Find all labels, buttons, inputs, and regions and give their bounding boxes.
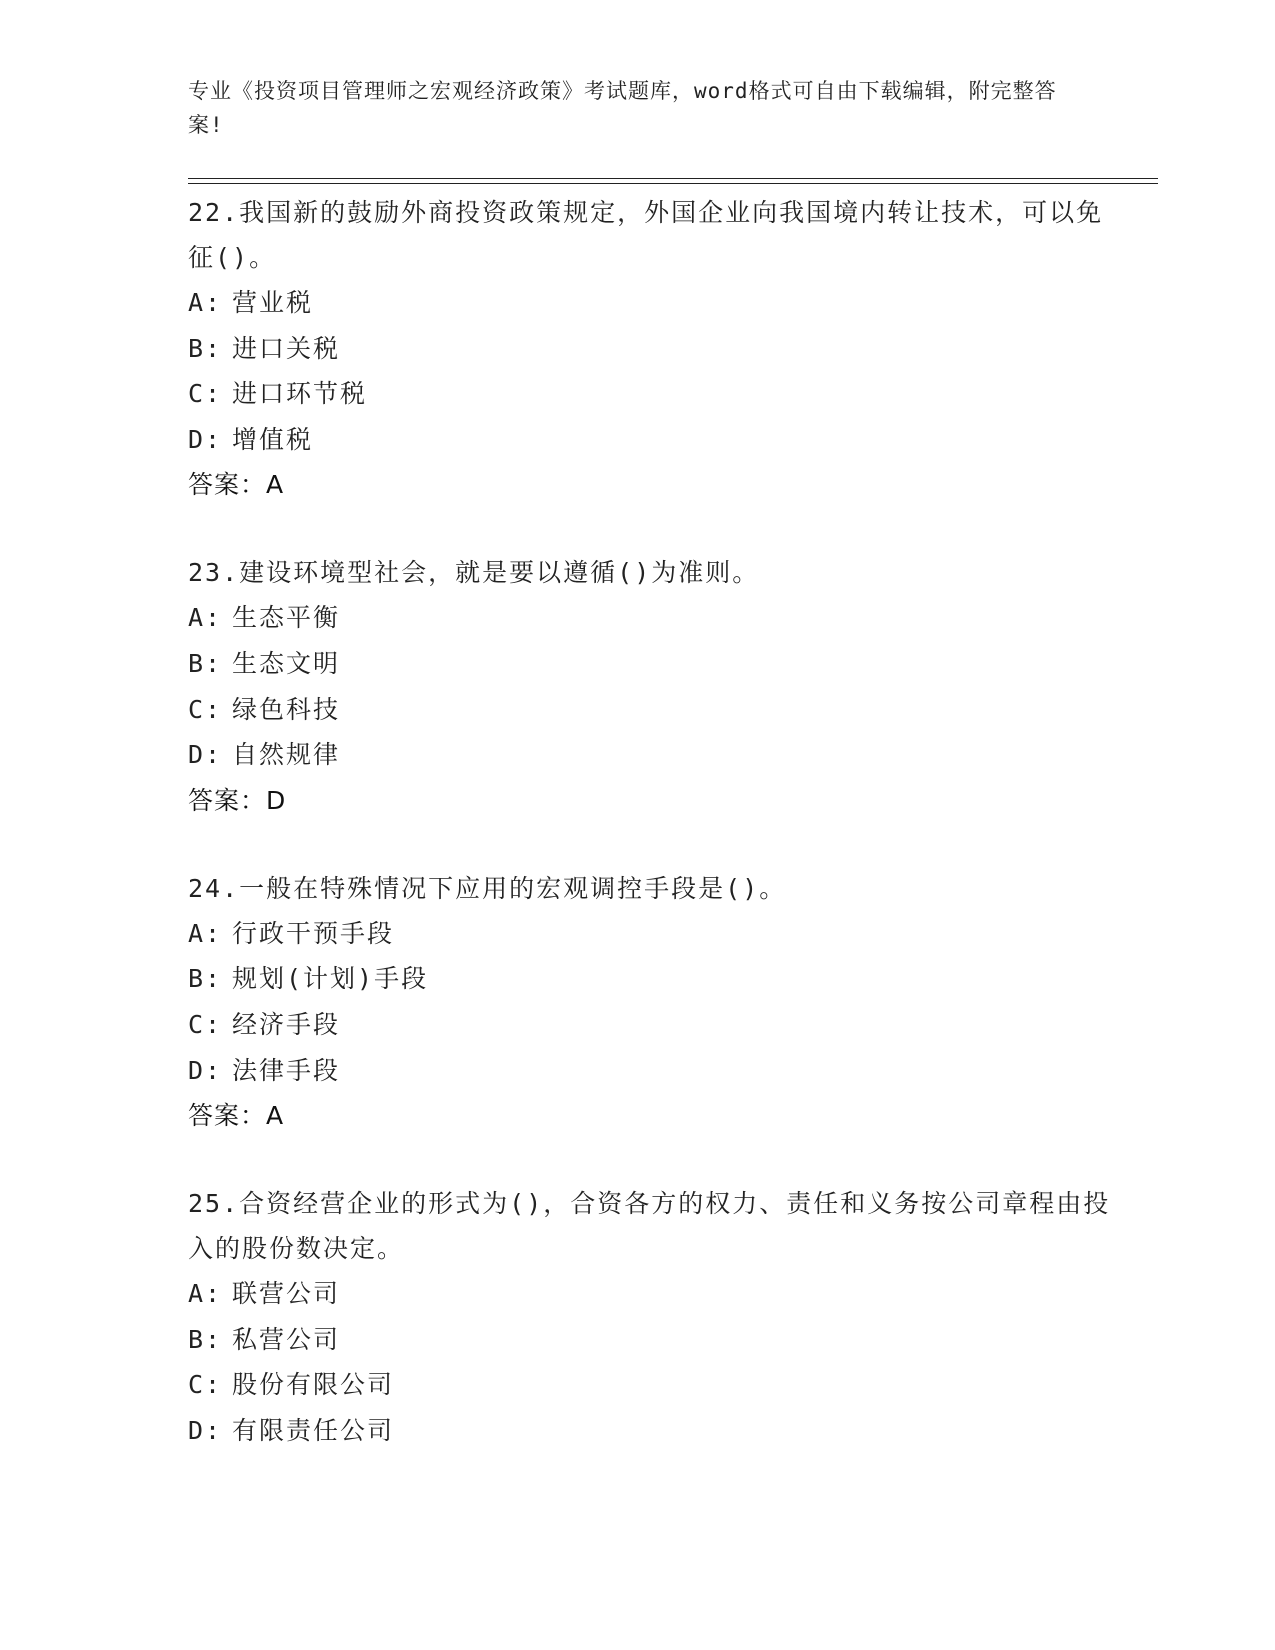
question-stem: 24.一般在特殊情况下应用的宏观调控手段是()。 — [188, 873, 787, 903]
option-text: 进口关税 — [232, 333, 341, 363]
answer-line: 答案：A — [188, 1101, 285, 1131]
option-text: 自然规律 — [232, 740, 341, 770]
option-text: 增值税 — [232, 424, 314, 454]
question-stem: 23.建设环境型社会，就是要以遵循()为准则。 — [188, 558, 760, 588]
question-22 — [188, 190, 1128, 508]
option-text: 联营公司 — [232, 1279, 341, 1309]
option-b — [188, 956, 1128, 1002]
option-a — [188, 595, 1128, 641]
option-key: B: — [188, 333, 223, 363]
option-d — [188, 1408, 1128, 1454]
option-key: A: — [188, 288, 223, 317]
question-stem: 25.合资经营企业的形式为()，合资各方的权力、责任和义务按公司章程由投入的股份数决定。 — [188, 1189, 1111, 1264]
option-key: B: — [188, 648, 223, 678]
option-key: D: — [188, 740, 223, 770]
option-text: 私营公司 — [232, 1324, 341, 1354]
option-c — [188, 1362, 1128, 1408]
option-text: 进口环节税 — [232, 379, 368, 409]
option-text: 绿色科技 — [232, 694, 341, 724]
question-23 — [188, 550, 1128, 823]
header-divider-top — [188, 178, 1158, 179]
question-25 — [188, 1181, 1128, 1453]
option-c — [188, 1002, 1128, 1048]
option-key: B: — [188, 964, 223, 994]
option-key: C: — [188, 379, 223, 409]
option-text: 股份有限公司 — [232, 1370, 395, 1400]
option-key: B: — [188, 1324, 223, 1354]
option-text: 规划(计划)手段 — [232, 964, 429, 994]
option-c — [188, 687, 1128, 733]
option-b — [188, 641, 1128, 687]
document-header: 专业《投资项目管理师之宏观经济政策》考试题库，word格式可自由下载编辑，附完整答案! — [188, 79, 1057, 137]
option-text: 有限责任公司 — [232, 1415, 395, 1445]
option-text: 生态平衡 — [232, 603, 341, 633]
option-text: 生态文明 — [232, 648, 341, 678]
option-text: 经济手段 — [232, 1009, 341, 1039]
option-d — [188, 417, 1128, 463]
option-d — [188, 1048, 1128, 1094]
option-key: C: — [188, 1009, 223, 1039]
header-divider-bottom — [188, 183, 1158, 184]
option-text: 行政干预手段 — [232, 918, 395, 948]
option-text: 营业税 — [232, 288, 314, 317]
option-key: D: — [188, 1055, 223, 1085]
option-d — [188, 732, 1128, 778]
question-list — [188, 190, 1128, 1496]
option-key: D: — [188, 1415, 223, 1445]
answer-line: 答案：D — [188, 785, 287, 815]
option-key: C: — [188, 694, 223, 724]
option-key: A: — [188, 1279, 223, 1309]
option-b — [188, 1317, 1128, 1363]
option-a — [188, 911, 1128, 957]
question-24 — [188, 866, 1128, 1139]
option-key: D: — [188, 424, 223, 454]
option-key: A: — [188, 603, 223, 633]
option-b — [188, 326, 1128, 372]
option-key: A: — [188, 918, 223, 948]
answer-line: 答案：A — [188, 470, 285, 500]
option-text: 法律手段 — [232, 1055, 341, 1085]
option-a — [188, 1271, 1128, 1317]
option-c — [188, 371, 1128, 417]
question-stem: 22.我国新的鼓励外商投资政策规定，外国企业向我国境内转让技术，可以免征()。 — [188, 198, 1104, 272]
option-a — [188, 280, 1128, 326]
option-key: C: — [188, 1370, 223, 1400]
